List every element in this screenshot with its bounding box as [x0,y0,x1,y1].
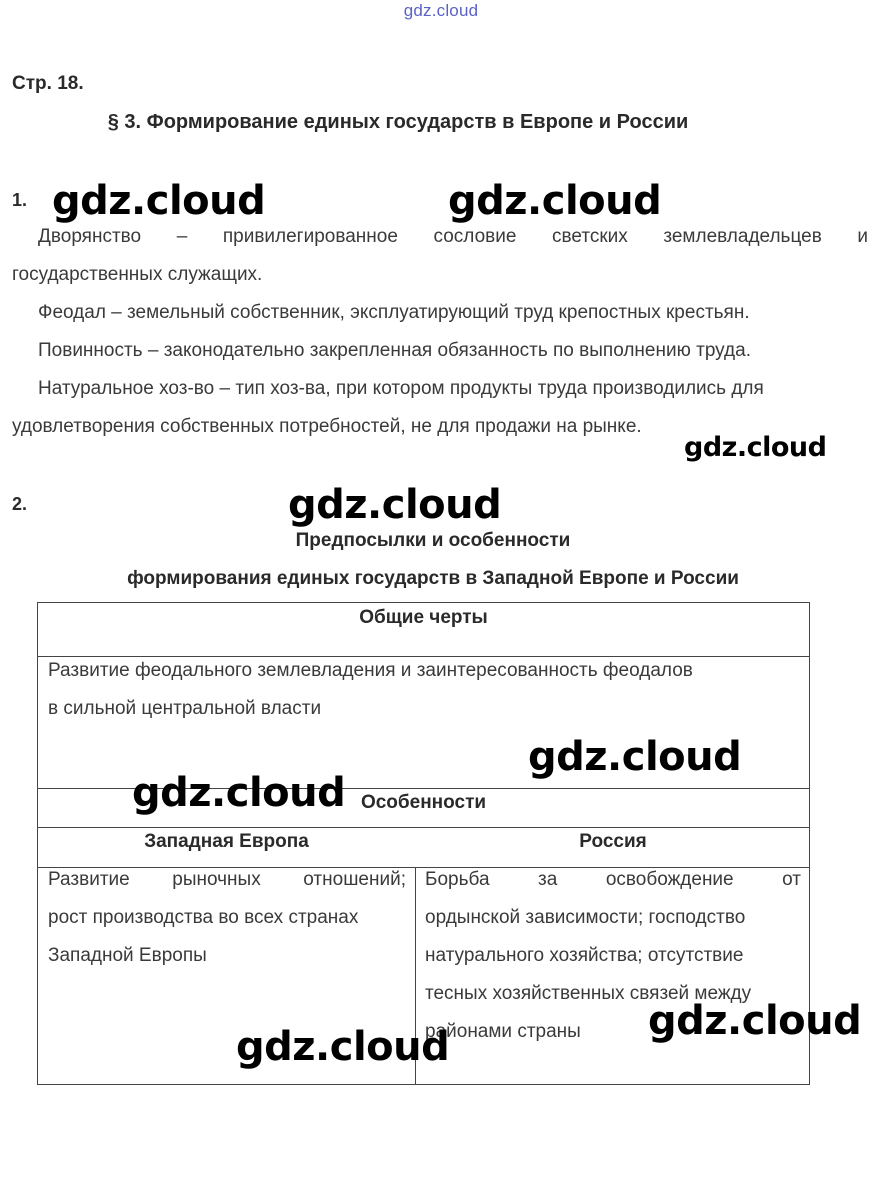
western-europe-text-line: Развитие рыночных отношений; [48,869,406,890]
watermark-logo: gdz.cloud [236,1024,450,1070]
common-features-line1: Развитие феодального землевладения и заинтересованность феодалов [48,660,693,681]
watermark-logo: gdz.cloud [448,178,662,224]
top-watermark: gdz.cloud [403,1,479,20]
section-title: § 3. Формирование единых государств в Европе и России [107,111,689,133]
definition-natural-economy-line1: Натуральное хоз-во – тип хоз-ва, при котором продукты труда производились для [38,378,764,399]
watermark-logo: gdz.cloud [288,482,502,528]
definition-duty: Повинность – законодательно закрепленная обязанность по выполнению труда. [38,340,751,361]
page-reference: Стр. 18. [12,73,84,94]
western-europe-header: Западная Европа [144,831,309,852]
item-number-1: 1. [12,190,28,210]
features-header: Особенности [360,792,487,813]
table-title-line1: Предпосылки и особенности [295,530,571,551]
table-title-line2: формирования единых государств в Западной Европе и России [127,568,739,589]
common-features-line2: в сильной центральной власти [48,698,322,719]
russia-text-line: Борьба за освобождение от [425,869,801,890]
russia-text-line: натурального хозяйства; отсутствие [425,945,744,966]
russia-header: Россия [579,831,647,852]
item-number-2: 2. [12,494,28,514]
western-europe-text-line: Западной Европы [48,945,207,966]
definition-nobility-line1: Дворянство – привилегированное сословие светских землевладельцев и [38,226,868,247]
definition-nobility-line2: государственных служащих. [12,264,263,285]
russia-text-line: ордынской зависимости; господство [425,907,746,928]
table-divider [38,827,809,828]
russia-text-line: районами страны [425,1021,581,1042]
watermark-logo: gdz.cloud [52,178,266,224]
definition-natural-economy-line2: удовлетворения собственных потребностей, не для продажи на рынке. [12,416,642,437]
watermark-logo: gdz.cloud [132,770,346,816]
definition-feudal: Феодал – земельный собственник, эксплуатирующий труд крепостных крестьян. [38,302,750,323]
common-features-header: Общие черты [359,607,488,628]
russia-text-line: тесных хозяйственных связей между [425,983,752,1004]
western-europe-text-line: рост производства во всех странах [48,907,359,928]
watermark-logo: gdz.cloud [684,432,827,463]
watermark-logo: gdz.cloud [528,734,742,780]
watermark-logo: gdz.cloud [648,998,862,1044]
